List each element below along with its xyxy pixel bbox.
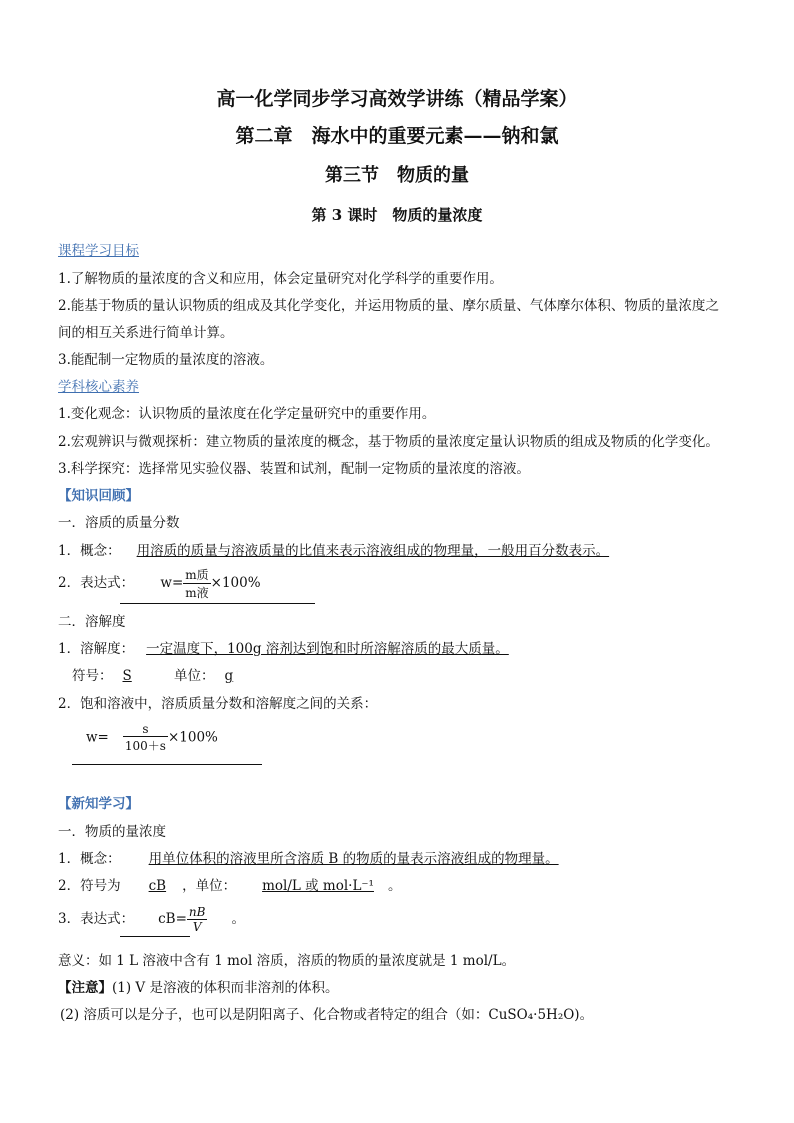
new-expression: 3．表达式： cB= $\frac{nB}{V}$ 。 [58,905,245,934]
unit-molL: mol/L 或 mol·L⁻¹ [262,878,374,894]
goal-item: 间的相互关系进行简单计算。 [58,325,234,341]
mass-fraction: $\frac{\text{m质}}{\text{m液}}$ [185,568,209,600]
symbol-unit: 符号： S 单位： g [72,664,247,684]
meaning: 意义：如 1 L 溶液中含有 1 mol 溶质，溶质的物质的量浓度就是 1 mol/L。 [58,953,516,969]
answer-underline [120,603,315,604]
note2: (2) 溶质可以是分子，也可以是阴阳离子、化合物或者特定的组合（如：CuSO₄·5H₂O)。 [60,1007,594,1023]
new-s1: 一．物质的量浓度 [58,824,166,840]
cb-fraction: $\frac{nB}{V}$ [188,905,206,934]
main-title: 高一化学同步学习高效学讲练（精品学案） [216,88,578,110]
relation-expression: w= $\frac{s}{100+s}$ ×100% [86,722,218,753]
concept-label: 1．概念： [58,543,121,559]
answer-underline [72,764,262,765]
review-s2: 二．溶解度 [58,614,126,630]
new-heading: 【新知学习】 [58,796,139,812]
section-title: 第三节 物质的量 [325,165,469,186]
relation-label: 2．饱和溶液中，溶质质量分数和溶解度之间的关系： [58,696,378,712]
concept-answer: 用溶质的质量与溶液质量的比值来表示溶液组成的物理量，一般用百分数表示。 [136,543,610,559]
note1: 【注意】(1) V 是溶液的体积而非溶剂的体积。 [58,980,339,996]
literacy-heading: 学科核心素养 [58,379,139,395]
review-heading: 【知识回顾】 [58,488,139,504]
goal-item: 2.能基于物质的量认识物质的组成及其化学变化，并运用物质的量、摩尔质量、气体摩尔体积、物质的量浓度之 [58,298,719,314]
review-concept [58,539,621,559]
chapter-title: 第二章 海水中的重要元素——钠和氯 [235,125,559,147]
literacy-item: 2.宏观辨识与微观探析：建立物质的量浓度的概念，基于物质的量浓度定量认识物质的组成及物质的化学变化。 [58,434,719,450]
review-expression [58,566,261,601]
expr-suffix: ×100% [210,575,261,591]
answer-underline [120,936,190,937]
solubility-def: 1．溶解度： 一定温度下，100g 溶剂达到饱和时所溶解溶质的最大质量。 [58,637,519,657]
goal-item: 1.了解物质的量浓度的含义和应用，体会定量研究对化学科学的重要作用。 [58,271,503,287]
new-concept: 1．概念： 用单位体积的溶液里所含溶质 B 的物质的量表示溶液组成的物理量。 [58,847,585,867]
lesson-title: 第 3 课时 物质的量浓度 [311,206,483,224]
literacy-item: 3.科学探究：选择常见实验仪器、装置和试剂，配制一定物质的量浓度的溶液。 [58,461,530,477]
relation-fraction: $\frac{s}{100+s}$ [124,722,166,753]
symbol-cb: cB [148,878,167,894]
new-concept-answer: 用单位体积的溶液里所含溶质 B 的物质的量表示溶液组成的物理量。 [148,851,559,867]
goals-heading: 课程学习目标 [58,243,139,259]
goal-item: 3.能配制一定物质的量浓度的溶液。 [58,352,274,368]
unit-answer: g [224,668,234,684]
review-s1: 一．溶质的质量分数 [58,515,180,531]
expr-prefix: w= [160,575,184,591]
literacy-item: 1.变化观念：认识物质的量浓度在化学定量研究中的重要作用。 [58,406,436,422]
symbol-answer: S [122,668,132,684]
solubility-answer: 一定温度下，100g 溶剂达到饱和时所溶解溶质的最大质量。 [146,641,509,657]
expr-label: 2．表达式： [58,575,135,591]
new-symbol: 2．符号为 cB ，单位： mol/L 或 mol·L⁻¹ 。 [58,878,402,894]
